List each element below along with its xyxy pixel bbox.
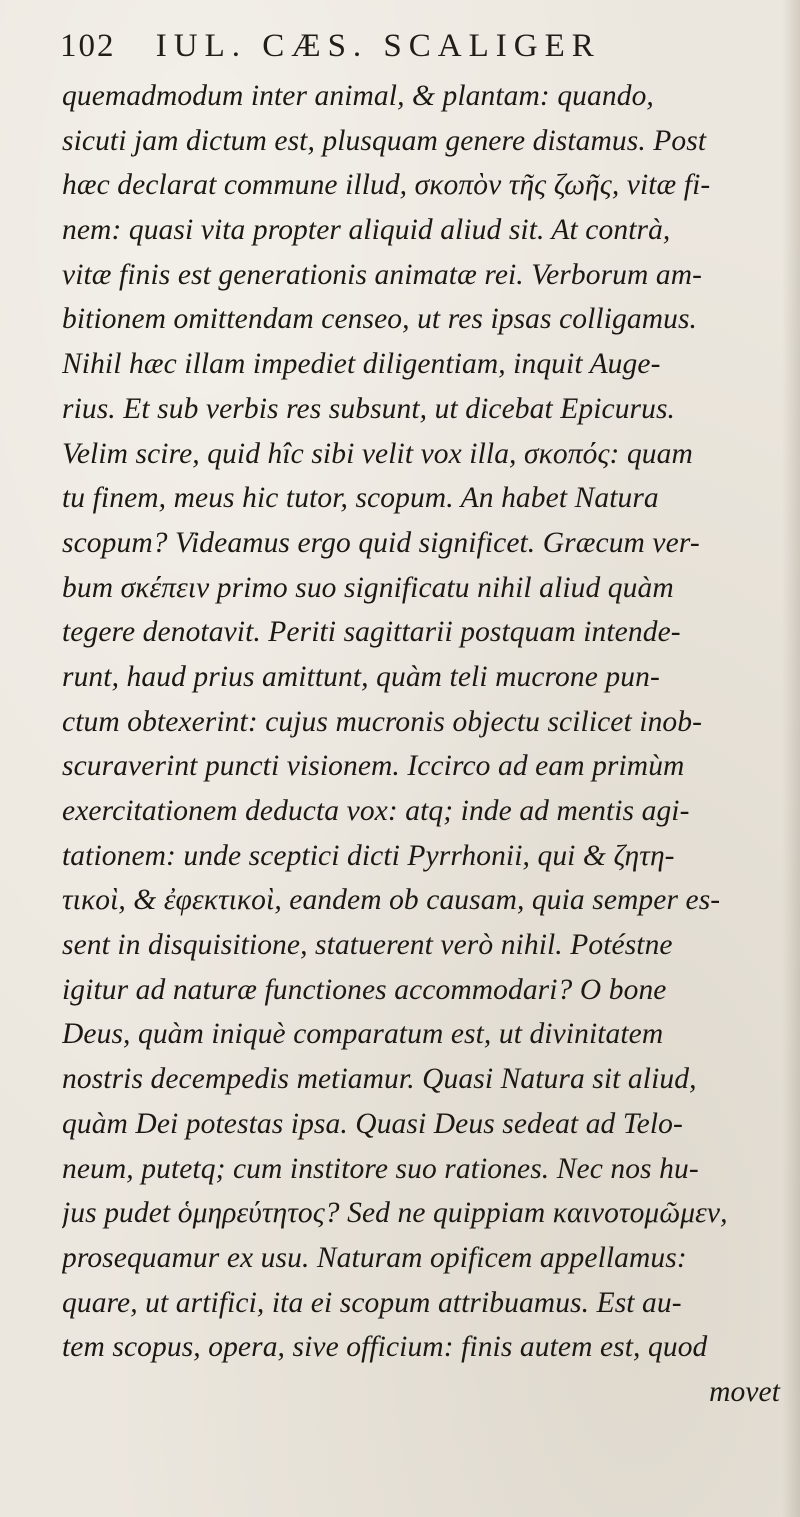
text-line: quare, ut artifici, ita ei scopum attribuamus. Est au-: [62, 1286, 682, 1319]
catchword: movet: [709, 1375, 780, 1408]
text-line: sent in disquisitione, statuerent verò nihil. Potéstne: [62, 929, 673, 962]
text-line: Nihil hæc illam impediet diligentiam, inquit Auge-: [62, 348, 661, 381]
text-line: neum, putetq; cum institore suo rationes. Nec nos hu-: [62, 1152, 699, 1185]
text-line: igitur ad naturæ functiones accommodari? O bone: [62, 973, 667, 1006]
running-title: IUL. CÆS. SCALIGER: [155, 28, 601, 64]
page-edge-shadow: [782, 0, 800, 1517]
text-line: bum σκέπειν primo suo significatu nihil aliud quàm: [62, 571, 674, 604]
text-line: vitæ finis est generationis animatæ rei. Verborum am-: [62, 258, 703, 291]
text-line: tem scopus, opera, sive officium: finis autem est, quod: [62, 1331, 708, 1364]
text-line: Velim scire, quid hîc sibi velit vox illa, σκοπός: quam: [62, 437, 693, 470]
text-line: bitionem omittendam censeo, ut res ipsas colligamus.: [62, 303, 698, 336]
text-line: quemadmodum inter animal, & plantam: quando,: [62, 80, 654, 112]
text-line: tationem: unde sceptici dicti Pyrrhonii, qui & ζητη-: [62, 839, 675, 872]
text-line: sicuti jam dictum est, plusquam genere distamus. Post: [62, 124, 707, 157]
text-line: scopum? Videamus ergo quid significet. Græcum ver-: [62, 526, 700, 559]
text-line: jus pudet ὁμηρεύτητος? Sed ne quippiam καινοτομῶμεν,: [62, 1197, 728, 1230]
text-line: nostris decempedis metiamur. Quasi Natura sit aliud,: [62, 1063, 697, 1096]
text-line: hæc declarat commune illud, σκοπὸν τῆς ζωῆς, vitæ fi-: [62, 169, 711, 202]
text-line: exercitationem deducta vox: atq; inde ad mentis agi-: [62, 795, 690, 827]
text-line: quàm Dei potestas ipsa. Quasi Deus sedeat ad Telo-: [62, 1107, 683, 1140]
text-line: nem: quasi vita propter aliquid aliud sit. At contrà,: [62, 214, 671, 247]
text-line: τικοὶ, & ἐφεκτικοὶ, eandem ob causam, quia semper es-: [62, 884, 721, 917]
text-line: tu finem, meus hic tutor, scopum. An habet Natura: [62, 482, 659, 515]
text-line: rius. Et sub verbis res subsunt, ut dicebat Epicurus.: [62, 392, 676, 425]
text-line: tegere denotavit. Periti sagittarii postquam intende-: [62, 616, 681, 649]
text-line: scuraverint puncti visionem. Iccirco ad eam primùm: [62, 750, 685, 783]
text-line: Deus, quàm iniquè comparatum est, ut divinitatem: [62, 1018, 664, 1051]
text-line: prosequamur ex usu. Naturam opificem appellamus:: [62, 1241, 687, 1274]
running-head: [60, 28, 760, 72]
text-line: runt, haud prius amittunt, quàm teli mucrone pun-: [62, 660, 660, 693]
text-line: ctum obtexerint: cujus mucronis objectu scilicet inob-: [62, 705, 703, 738]
page-number: 102: [60, 28, 116, 64]
body-text: [62, 74, 784, 1415]
